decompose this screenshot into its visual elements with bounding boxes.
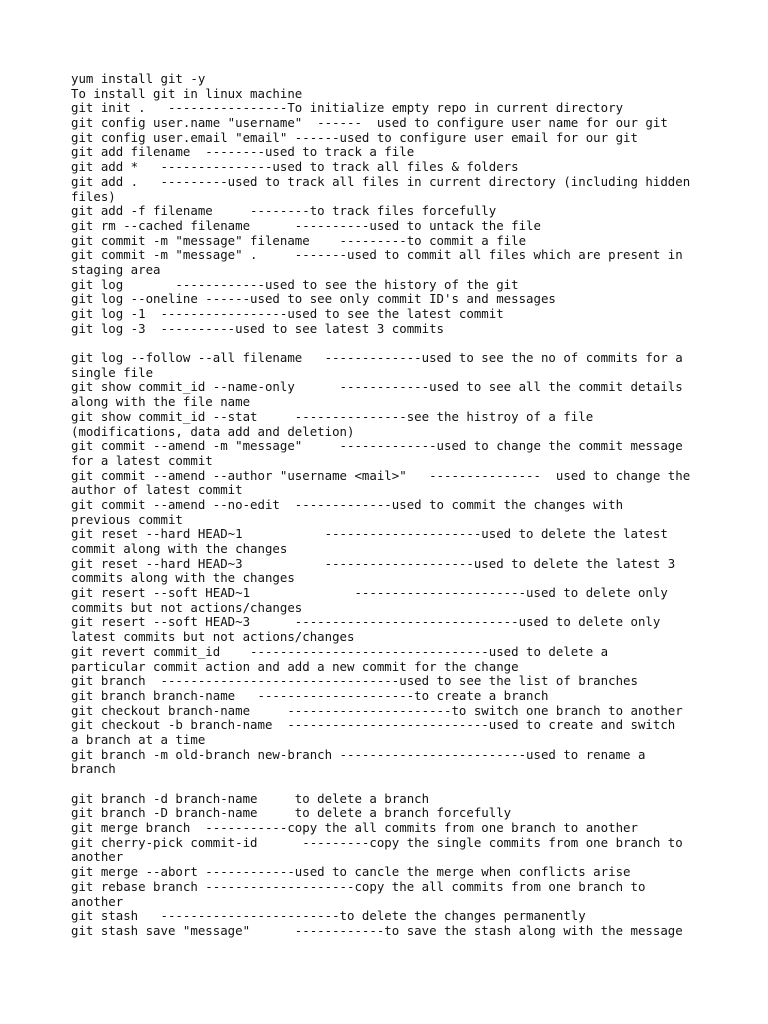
text-line: git stash ------------------------to delete the changes permanently <box>71 908 586 924</box>
text-line: git rm --cached filename ----------used to untack the file <box>71 217 541 233</box>
text-line: git config user.name "username" ------ used to configure user name for our git <box>71 115 668 131</box>
text-line: git branch -m old-branch new-branch -------------------------used to rename a <box>71 746 646 762</box>
text-line: commit along with the changes <box>71 541 288 556</box>
text-line: git stash save "message" ------------to save the stash along with the message <box>71 922 683 938</box>
text-line: git log -1 -----------------used to see the latest commit <box>71 306 504 321</box>
text-line: git log --follow --all filename -------------used to see the no of commits for a <box>71 350 683 366</box>
text-line: files) <box>71 188 116 204</box>
text-line: git cherry-pick commit-id ---------copy the single commits from one branch to <box>71 834 683 850</box>
text-line: yum install git -y <box>71 71 206 86</box>
text-line: git add . ---------used to track all files in current directory (including hidden <box>71 173 691 189</box>
text-line: git checkout -b branch-name ---------------------------used to create and switch <box>71 717 676 733</box>
text-line: single file <box>71 364 154 380</box>
text-line: commits but not actions/changes <box>71 599 303 615</box>
text-line: git branch branch-name ---------------------to create a branch <box>71 687 549 703</box>
text-line: git branch -d branch-name to delete a branch <box>71 790 430 806</box>
text-line: (modifications, data add and deletion) <box>71 423 355 439</box>
text-line: branch <box>71 761 116 777</box>
text-line: git config user.email "email" ------used to configure user email for our git <box>71 129 638 145</box>
text-line: git commit --amend --author "username <mail>" --------------- used to change the <box>71 467 691 483</box>
document-page <box>71 72 701 939</box>
text-line: git branch -D branch-name to delete a branch forcefully <box>71 805 512 821</box>
blank-line <box>71 336 701 351</box>
text-line: git reset --hard HEAD~1 ---------------------used to delete the latest <box>71 526 668 542</box>
text-line: git merge --abort ------------used to cancle the merge when conflicts arise <box>71 864 631 880</box>
text-line: previous commit <box>71 511 183 527</box>
text-line: git commit -m "message" filename ---------to commit a file <box>71 232 527 248</box>
text-line: another <box>71 849 124 865</box>
text-line: git rebase branch --------------------copy the all commits from one branch to <box>71 878 646 894</box>
text-line: git init . ----------------To initialize empty repo in current directory <box>71 100 624 116</box>
text-line: another <box>71 893 124 909</box>
text-line: git checkout branch-name ----------------------to switch one branch to another <box>71 702 683 718</box>
text-line: git add filename --------used to track a file <box>71 144 415 160</box>
text-line: git resert --soft HEAD~1 -----------------------used to delete only <box>71 585 668 601</box>
text-line: staging area <box>71 261 161 277</box>
text-line: author of latest commit <box>71 482 243 498</box>
text-line: git merge branch -----------copy the all commits from one branch to another <box>71 820 638 836</box>
text-line: git reset --hard HEAD~3 --------------------used to delete the latest 3 <box>71 555 676 571</box>
text-line: git log --oneline ------used to see only commit ID's and messages <box>71 291 556 307</box>
text-line: git commit --amend -m "message" -------------used to change the commit message <box>71 438 683 454</box>
text-line: git log ------------used to see the history of the git <box>71 276 519 292</box>
text-line: along with the file name <box>71 394 251 410</box>
text-line: To install git in linux machine <box>71 85 303 101</box>
text-line: commits along with the changes <box>71 570 295 586</box>
text-line: git log -3 ----------used to see latest 3 commits <box>71 320 444 336</box>
text-line: git commit -m "message" . -------used to commit all files which are present in <box>71 247 683 263</box>
text-line: latest commits but not actions/changes <box>71 629 355 645</box>
text-line: git show commit_id --stat ---------------see the histroy of a file <box>71 408 594 424</box>
text-line: particular commit action and add a new commit for the change <box>71 658 519 674</box>
blank-line <box>71 777 701 792</box>
text-line: git resert --soft HEAD~3 ------------------------------used to delete only <box>71 614 661 630</box>
text-line: git commit --amend --no-edit -------------used to commit the changes with <box>71 496 624 512</box>
text-line: git branch --------------------------------used to see the list of branches <box>71 673 638 689</box>
text-line: git add -f filename --------to track files forcefully <box>71 203 497 219</box>
text-line: for a latest commit <box>71 452 213 468</box>
text-line: git show commit_id --name-only ------------used to see all the commit details <box>71 379 683 395</box>
text-line: git revert commit_id --------------------------------used to delete a <box>71 643 609 659</box>
text-line: git add * ---------------used to track all files & folders <box>71 159 519 175</box>
text-line: a branch at a time <box>71 731 206 747</box>
